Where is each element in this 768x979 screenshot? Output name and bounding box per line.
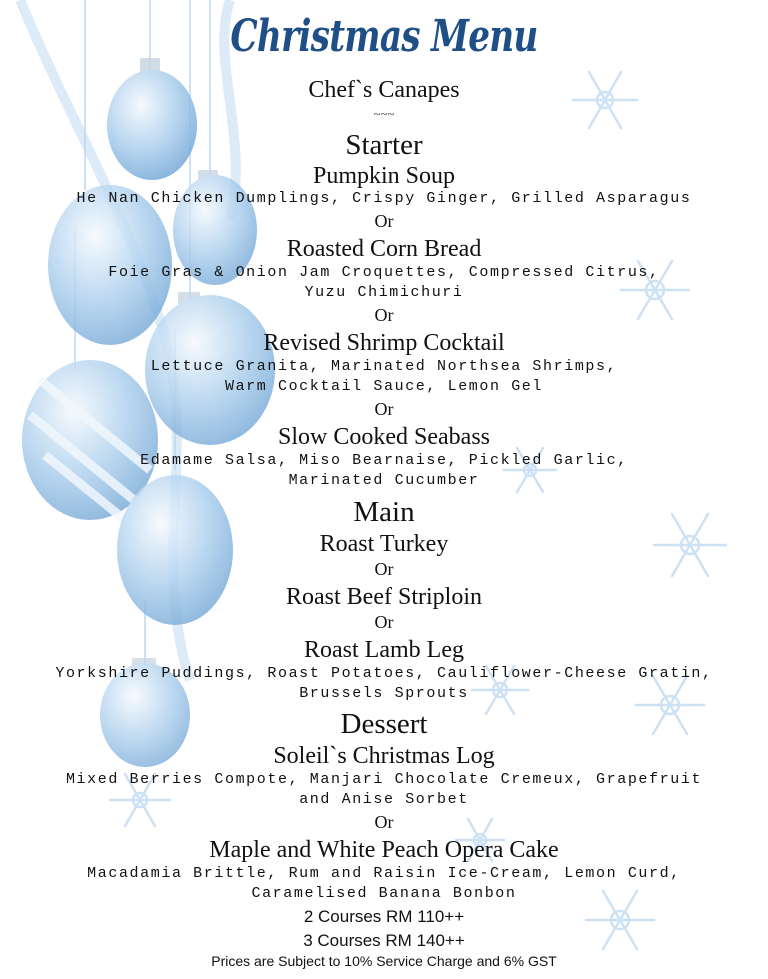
starter-heading: Starter bbox=[345, 129, 423, 161]
or-separator: Or bbox=[374, 211, 394, 231]
or-separator: Or bbox=[374, 399, 394, 419]
dish-description: Yorkshire Puddings, Roast Potatoes, Cauliflower-Cheese Gratin, bbox=[55, 665, 713, 682]
price-two-courses: 2 Courses RM 110++ bbox=[303, 907, 465, 926]
dish-description: He Nan Chicken Dumplings, Crispy Ginger, Grilled Asparagus bbox=[76, 190, 692, 207]
or-separator: Or bbox=[374, 559, 394, 579]
or-separator: Or bbox=[374, 305, 394, 325]
dish-description: Macadamia Brittle, Rum and Raisin Ice-Cream, Lemon Curd, bbox=[87, 865, 681, 882]
dish-description: Marinated Cucumber bbox=[288, 472, 480, 489]
dish-name: Revised Shrimp Cocktail bbox=[263, 330, 505, 356]
price-three-courses: 3 Courses RM 140++ bbox=[303, 931, 465, 950]
dish-description: Foie Gras & Onion Jam Croquettes, Compressed Citrus, bbox=[108, 264, 660, 281]
dish-description: Mixed Berries Compote, Manjari Chocolate Cremeux, Grapefruit bbox=[65, 771, 703, 788]
main-heading: Main bbox=[353, 496, 415, 528]
dish-name: Roast Turkey bbox=[319, 531, 449, 557]
dish-description: Caramelised Banana Bonbon bbox=[251, 885, 517, 902]
or-separator: Or bbox=[374, 812, 394, 832]
dish-name: Roast Beef Striploin bbox=[286, 584, 482, 610]
canapes-divider: ~~~ bbox=[373, 106, 395, 121]
price-footnote: Prices are Subject to 10% Service Charge and 6% GST bbox=[211, 953, 557, 969]
menu-title: Christmas Menu bbox=[230, 11, 538, 62]
dish-description: and Anise Sorbet bbox=[299, 791, 469, 808]
dish-description: Warm Cocktail Sauce, Lemon Gel bbox=[224, 378, 544, 395]
dish-description: Yuzu Chimichuri bbox=[304, 284, 464, 301]
dish-name: Maple and White Peach Opera Cake bbox=[209, 837, 559, 863]
dish-name: Roasted Corn Bread bbox=[286, 236, 482, 262]
dish-name: Soleil`s Christmas Log bbox=[273, 743, 495, 769]
dish-name: Slow Cooked Seabass bbox=[278, 424, 490, 450]
dish-description: Brussels Sprouts bbox=[299, 685, 469, 702]
dessert-heading: Dessert bbox=[340, 708, 428, 740]
or-separator: Or bbox=[374, 612, 394, 632]
dish-name: Roast Lamb Leg bbox=[304, 637, 464, 663]
dish-description: Lettuce Granita, Marinated Northsea Shrimps, bbox=[150, 358, 618, 375]
dish-name: Pumpkin Soup bbox=[312, 163, 456, 189]
dish-description: Edamame Salsa, Miso Bearnaise, Pickled Garlic, bbox=[140, 452, 628, 469]
canapes-heading: Chef`s Canapes bbox=[308, 77, 460, 103]
